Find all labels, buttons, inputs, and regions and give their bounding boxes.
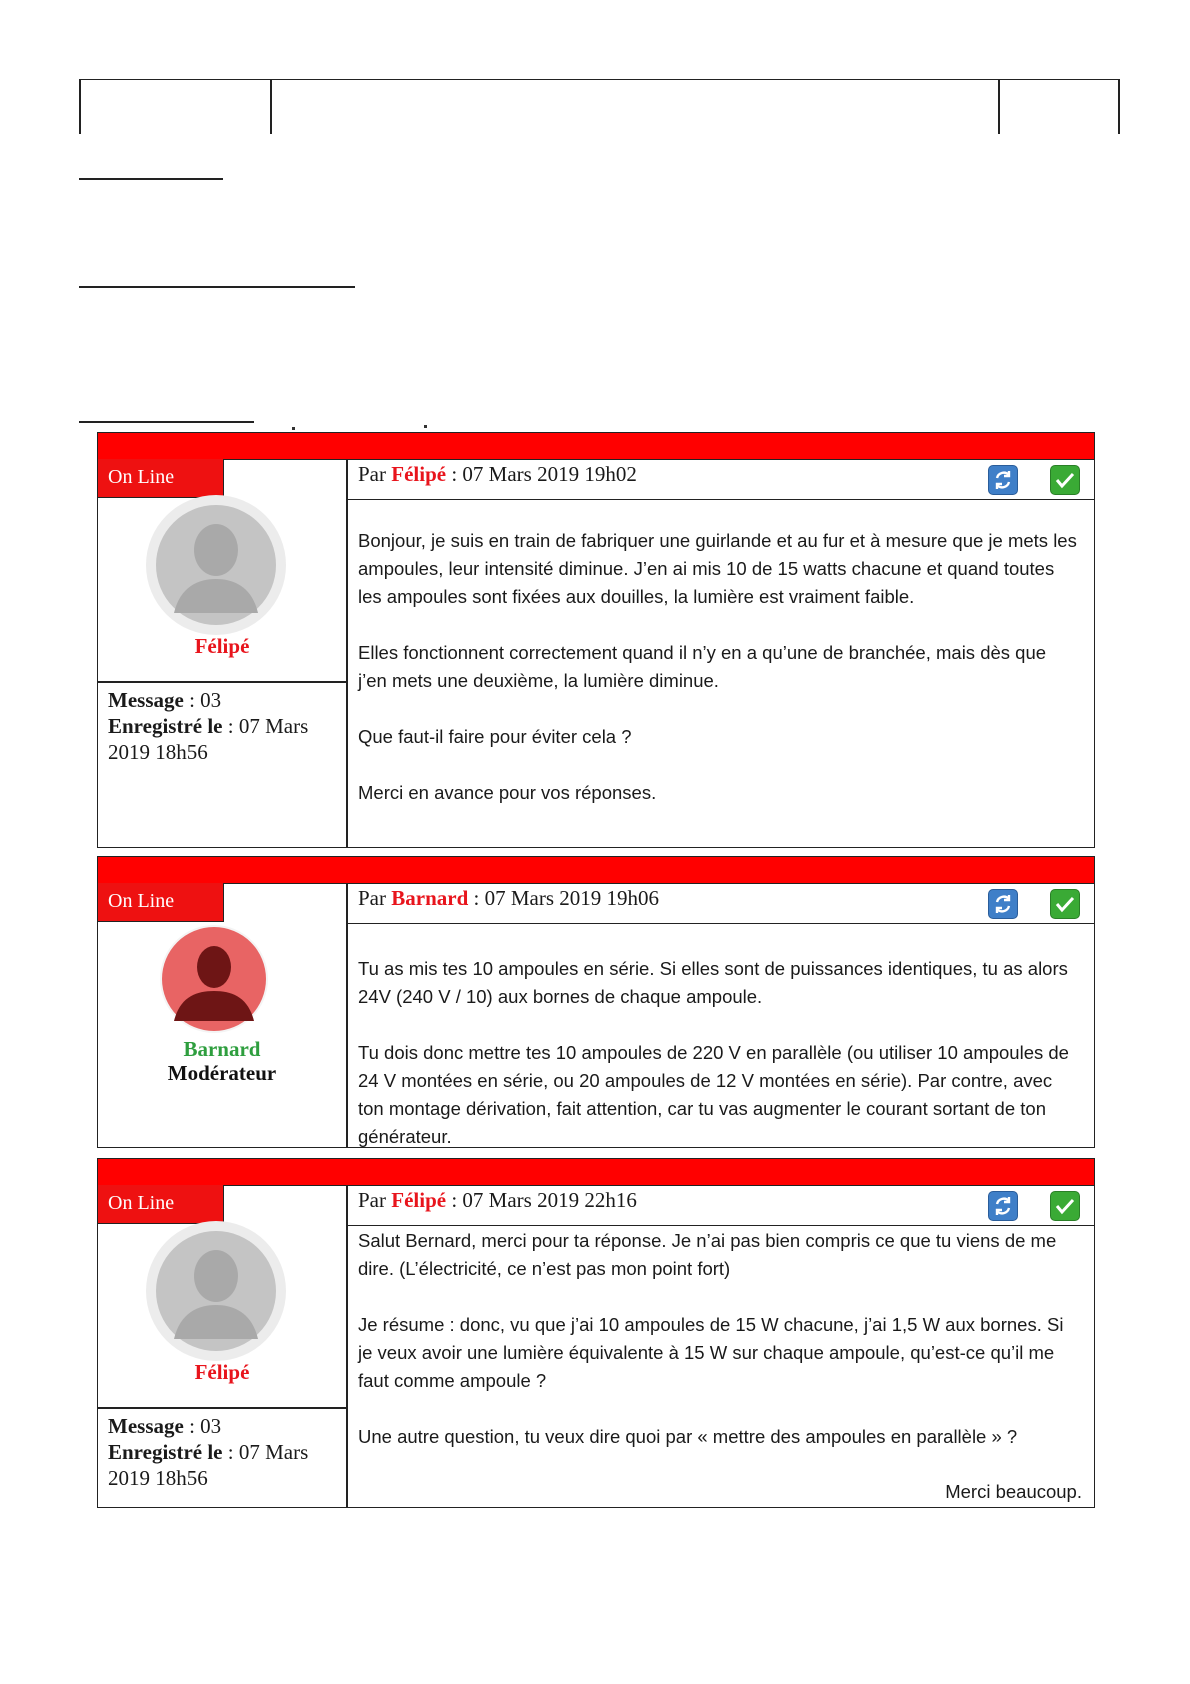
user-role: Modérateur (167, 1061, 277, 1085)
post-paragraph: Que faut-il faire pour éviter cela ? (358, 726, 632, 747)
post-paragraph: Merci en avance pour vos réponses. (358, 782, 657, 803)
divider (98, 681, 346, 683)
post-body (358, 527, 1078, 807)
user-stats (108, 1413, 343, 1491)
post-date: : 07 Mars 2019 19h06 (473, 886, 660, 910)
registered-label: Enregistré le (108, 714, 223, 738)
heading-underline (79, 286, 355, 288)
heading-underline (79, 178, 223, 180)
refresh-icon[interactable] (988, 889, 1018, 919)
header-cell-border (1118, 80, 1120, 134)
stray-mark (424, 425, 427, 428)
post-date: : 07 Mars 2019 22h16 (451, 1188, 637, 1212)
post-paragraph: Une autre question, tu veux dire quoi par « mettre des ampoules en parallèle » ? (358, 1426, 1018, 1447)
messages-label: Message (108, 1414, 184, 1438)
post-paragraph: Elles fonctionnent correctement quand il n’y en a qu’une de branchée, mais dès que j’en mets une deuxième, la lumière diminue. (358, 642, 1047, 691)
avatar (146, 495, 286, 635)
forum-post (97, 432, 1095, 848)
user-panel (98, 1185, 346, 1507)
header-table (79, 79, 1120, 134)
by-label: Par (358, 886, 386, 910)
post-meta (347, 1185, 1094, 1226)
post-paragraph: Je résume : donc, vu que j’ai 10 ampoules de 15 W chacune, j’ai 1,5 W aux bornes. Si je veux avoir une lumière équivalente à 15 W sur chaque ampoule, qu’est-ce qu’il me faut comme ampoule ? (358, 1314, 1064, 1391)
refresh-icon[interactable] (988, 1191, 1018, 1221)
refresh-icon[interactable] (988, 465, 1018, 495)
header-cell-border (79, 80, 81, 134)
user-stats (108, 687, 343, 765)
by-label: Par (358, 1188, 386, 1212)
avatar (160, 925, 268, 1033)
user-name: Barnard (183, 1037, 261, 1061)
online-status-badge: On Line (98, 883, 224, 922)
heading-underline (79, 421, 254, 423)
registered-value: : 07 Mars 2019 18h56 (108, 714, 309, 764)
post-paragraph: Salut Bernard, merci pour ta réponse. Je n’ai pas bien compris ce que tu viens de me dire. (L’électricité, ce n’est pas mon point fort) (358, 1230, 1057, 1279)
post-body (358, 1227, 1078, 1451)
forum-post (97, 1158, 1095, 1508)
post-author[interactable]: Barnard (391, 886, 469, 910)
forum-post (97, 856, 1095, 1148)
default-user-icon (146, 1221, 286, 1361)
moderator-user-icon (160, 925, 268, 1033)
user-name: Félipé (194, 634, 250, 658)
column-divider (346, 459, 348, 847)
post-date: : 07 Mars 2019 19h02 (451, 462, 637, 486)
check-icon[interactable] (1050, 465, 1080, 495)
default-user-icon (146, 495, 286, 635)
user-name: Félipé (194, 1360, 250, 1384)
by-label: Par (358, 462, 386, 486)
messages-value: : 03 (189, 1414, 222, 1438)
post-paragraph: Bonjour, je suis en train de fabriquer une guirlande et au fur et à mesure que je mets les ampoules, leur intensité diminue. J’en ai mis 10 de 15 watts chacune et quand toutes les ampoules sont fixées aux douilles, la lumière est vraiment faible. (358, 530, 1077, 607)
check-icon[interactable] (1050, 889, 1080, 919)
post-meta (347, 459, 1094, 500)
header-cell-border (998, 80, 1000, 134)
messages-label: Message (108, 688, 184, 712)
post-author[interactable]: Félipé (391, 462, 447, 486)
user-panel (98, 459, 346, 847)
online-status-badge: On Line (98, 459, 224, 498)
check-icon[interactable] (1050, 1191, 1080, 1221)
stray-mark (292, 427, 295, 430)
user-panel (98, 883, 346, 1147)
post-body (358, 955, 1078, 1151)
divider (98, 1407, 346, 1409)
messages-value: : 03 (189, 688, 222, 712)
avatar (146, 1221, 286, 1361)
post-header-bar (98, 1159, 1094, 1186)
online-status-badge: On Line (98, 1185, 224, 1224)
post-paragraph: Tu as mis tes 10 ampoules en série. Si elles sont de puissances identiques, tu as alors 24V (240 V / 10) aux bornes de chaque ampoule. (358, 958, 1068, 1007)
post-header-bar (98, 433, 1094, 460)
post-header-bar (98, 857, 1094, 884)
registered-value: : 07 Mars 2019 18h56 (108, 1440, 309, 1490)
registered-label: Enregistré le (108, 1440, 223, 1464)
column-divider (346, 1185, 348, 1507)
post-paragraph: Tu dois donc mettre tes 10 ampoules de 220 V en parallèle (ou utiliser 10 ampoules de 24 V montées en série, ou 20 ampoules de 12 V montées en série). Par contre, avec ton montage dérivation, fait attention, car tu vas augmenter le courant sortant de ton générateur. (358, 1042, 1069, 1147)
post-signoff: Merci beaucoup. (945, 1481, 1082, 1502)
post-author[interactable]: Félipé (391, 1188, 447, 1212)
post-meta (347, 883, 1094, 924)
header-cell-border (270, 80, 272, 134)
